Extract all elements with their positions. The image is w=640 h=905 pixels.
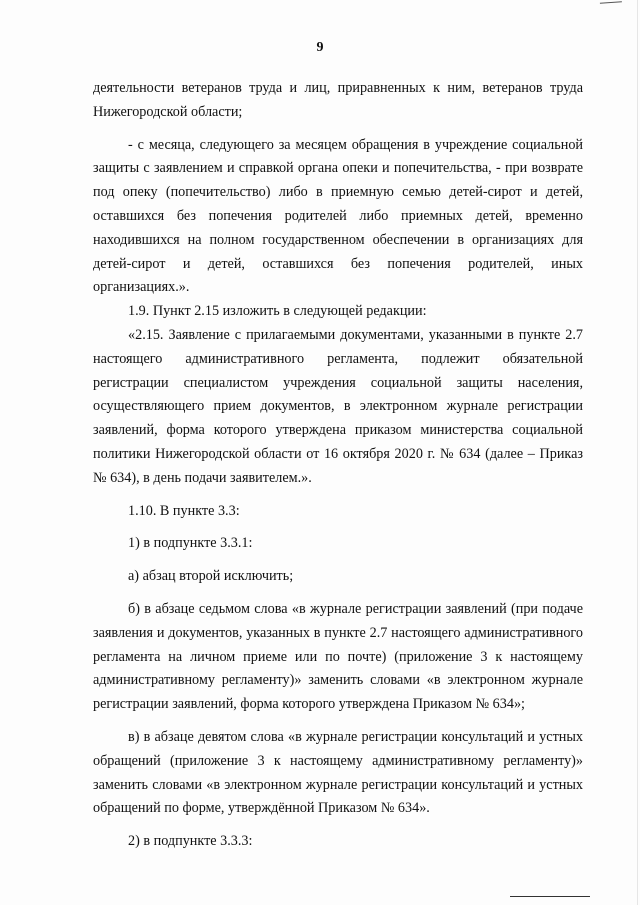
paragraph-item-b: б) в абзаце седьмом слова «в журнале регистрации заявлений (при подаче заявления и документов, указанных в пункте 2.7 настоящего административного регламента на личном приеме или по почте) (приложение 3 к настоящему административному регламенту)» заменить словами «в электронном журнале регистрации заявлений, форма которого утверждена Приказом № 634»;	[93, 600, 583, 713]
scan-mark	[600, 1, 622, 7]
paragraph-2-15: «2.15. Заявление с прилагаемыми документами, указанными в пункте 2.7 настоящего административного регламента, подлежит обязательной регистрации специалистом учреждения социальной защиты населения, осуществляющего прием документов, в электронном журнале регистрации заявлений, форма которого утверждена приказом министерства социальной политики Нижегородской области от 16 октября 2020 г. № 634 (далее – Приказ № 634), в день подачи заявителем.».	[93, 326, 583, 486]
paragraph-subpoint-3-3-3: 2) в подпункте 3.3.3:	[128, 833, 253, 850]
paragraph-subpoint-3-3-1: 1) в подпункте 3.3.1:	[128, 535, 253, 552]
footer-rule	[510, 896, 590, 897]
paragraph-veterans: деятельности ветеранов труда и лиц, приравненных к ним, ветеранов труда Нижегородской области;	[93, 80, 583, 120]
paragraph-item-v: в) в абзаце девятом слова «в журнале регистрации консультаций и устных обращений (приложение 3 к настоящему административному регламенту)» заменить словами «в электронном журнале регистрации консультаций и устных обращений по форме, утверждённой Приказом № 634».	[93, 728, 583, 817]
document-body	[93, 77, 583, 854]
page-number: 9	[316, 40, 324, 55]
paragraph-month-clause: - с месяца, следующего за месяцем обращения в учреждение социальной защиты с заявлением и справкой органа опеки и попечительства, - при возврате под опеку (попечительство) либо в приемную семью детей-сирот и детей, оставшихся без попечения родителей либо приемных детей, временно находившихся на полном государственном обеспечении в организациях для детей-сирот и детей, оставшихся без попечения родителей, иных организациях.».	[93, 136, 583, 296]
page-edge	[637, 0, 638, 905]
paragraph-item-a: а) абзац второй исключить;	[128, 568, 294, 585]
paragraph-1-9: 1.9. Пункт 2.15 изложить в следующей редакции:	[128, 303, 427, 320]
paragraph-1-10: 1.10. В пункте 3.3:	[128, 502, 240, 519]
